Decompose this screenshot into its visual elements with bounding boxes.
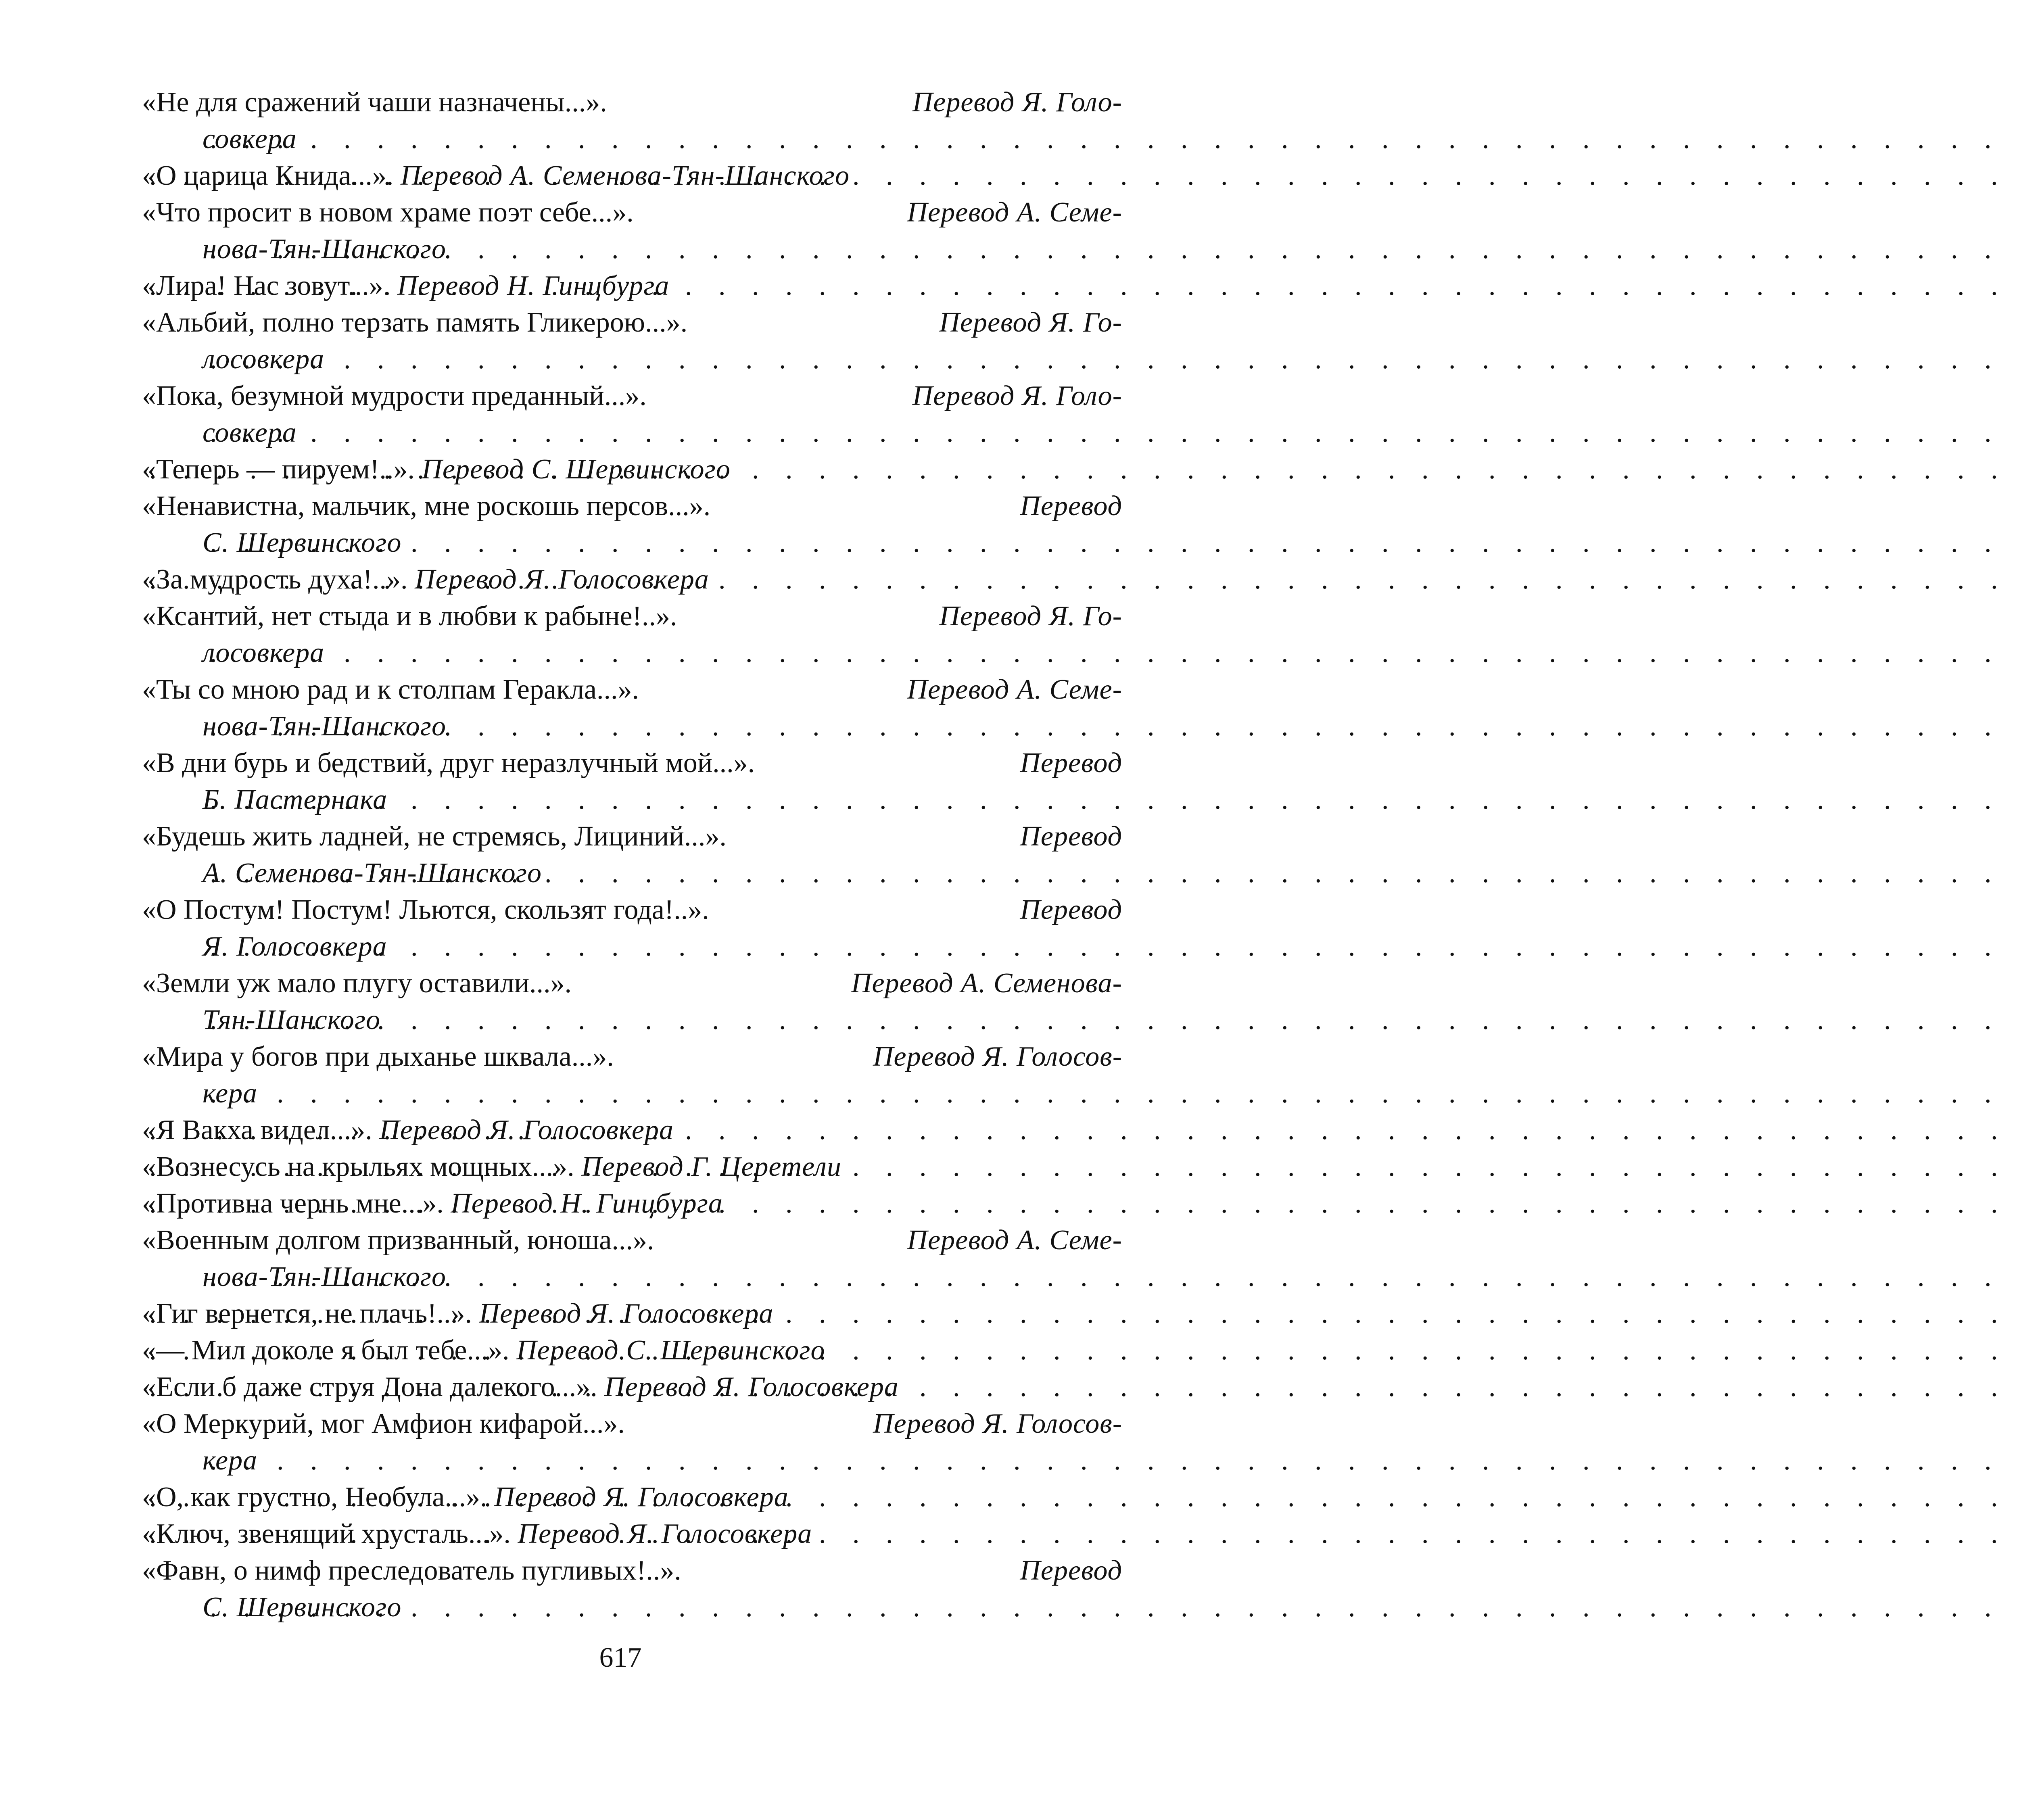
toc-line bbox=[142, 671, 1122, 708]
translator-credit: Перевод Я. Го- bbox=[939, 601, 1122, 632]
toc-line bbox=[142, 267, 1122, 304]
toc-entry bbox=[142, 1148, 1122, 1185]
translator-credit: кера bbox=[203, 1078, 258, 1109]
toc-line bbox=[142, 194, 1122, 231]
translator-credit: С. Шервинского bbox=[203, 1592, 402, 1623]
toc-line-text bbox=[142, 671, 1122, 708]
toc-line-text bbox=[142, 745, 1122, 781]
toc-line bbox=[142, 965, 1122, 1002]
dot-leader bbox=[142, 157, 2017, 194]
toc-line-text bbox=[142, 708, 446, 745]
dot-leader bbox=[142, 1332, 2017, 1369]
translator-credit: Перевод Я. Голо- bbox=[912, 87, 1122, 118]
translator-credit: кера bbox=[203, 1445, 258, 1476]
toc-line bbox=[142, 1515, 1122, 1552]
toc-line-text bbox=[142, 231, 446, 267]
toc-line bbox=[142, 1075, 1122, 1112]
translator-credit: Перевод Я. Голосов- bbox=[873, 1408, 1122, 1439]
toc-entry bbox=[142, 1515, 1122, 1552]
poem-title: «— Мил доколе я был тебе...». bbox=[142, 1335, 516, 1366]
toc-line-text bbox=[142, 598, 1122, 634]
toc-line bbox=[142, 524, 1122, 561]
toc-line-text bbox=[142, 1222, 1122, 1259]
toc-line-text bbox=[142, 84, 1122, 121]
toc-line bbox=[142, 1148, 1122, 1185]
dot-leader bbox=[142, 561, 2017, 598]
dot-leader bbox=[142, 1515, 2017, 1552]
poem-title: «Если б даже струя Дона далекого...». bbox=[142, 1371, 605, 1403]
toc-line bbox=[142, 1002, 1122, 1038]
toc-line bbox=[142, 855, 1122, 891]
translator-credit: нова-Тян-Шанского bbox=[203, 711, 446, 742]
translator-credit: Перевод Я. Голосовкера bbox=[604, 1371, 899, 1403]
toc-line-text bbox=[142, 928, 387, 965]
toc-entry bbox=[142, 891, 1122, 965]
toc-line-text bbox=[142, 194, 1122, 231]
toc-line bbox=[142, 1185, 1122, 1222]
dot-leader bbox=[142, 1295, 2017, 1332]
toc-line-text bbox=[142, 891, 1122, 928]
toc-entry bbox=[142, 598, 1122, 671]
dot-leader bbox=[203, 928, 2017, 965]
translator-credit: Перевод С. Шервинского bbox=[516, 1335, 825, 1366]
toc-entry bbox=[142, 671, 1122, 745]
table-of-contents bbox=[142, 84, 1122, 1626]
toc-line-text bbox=[142, 1552, 1122, 1589]
poem-title: «Ненавистна, мальчик, мне роскошь персов...». bbox=[142, 490, 718, 522]
dot-leader bbox=[203, 1075, 2017, 1112]
poem-title: «Гиг вернется, не плачь!..». bbox=[142, 1298, 479, 1329]
translator-credit: Перевод Я. Голосовкера bbox=[379, 1115, 674, 1146]
toc-entry bbox=[142, 1295, 1122, 1332]
toc-entry bbox=[142, 157, 1122, 194]
translator-credit: нова-Тян-Шанского bbox=[203, 234, 446, 265]
toc-line bbox=[142, 818, 1122, 855]
translator-credit: Перевод bbox=[1020, 1555, 1122, 1586]
toc-entry bbox=[142, 561, 1122, 598]
dot-leader bbox=[142, 1148, 2017, 1185]
poem-title: «Противна чернь мне...». bbox=[142, 1188, 451, 1219]
toc-line-text bbox=[142, 818, 1122, 855]
translator-credit: Б. Пастернака bbox=[203, 784, 388, 815]
poem-title: «Вознесусь на крыльях мощных...». bbox=[142, 1151, 582, 1182]
poem-title: «О царица Книда...». bbox=[142, 160, 401, 191]
dot-leader bbox=[203, 231, 2017, 267]
dot-leader bbox=[142, 1185, 2017, 1222]
poem-title: «О Меркурий, мог Амфион кифарой...». bbox=[142, 1408, 632, 1439]
toc-line bbox=[142, 781, 1122, 818]
toc-line bbox=[142, 1589, 1122, 1626]
dot-leader bbox=[142, 1479, 2017, 1515]
toc-entry bbox=[142, 1112, 1122, 1148]
toc-line bbox=[142, 891, 1122, 928]
translator-credit: Перевод А. Семе- bbox=[907, 197, 1122, 228]
toc-line-text bbox=[142, 1405, 1122, 1442]
toc-line bbox=[142, 157, 1122, 194]
toc-line-text bbox=[142, 1259, 446, 1295]
dot-leader bbox=[203, 341, 2017, 378]
toc-line bbox=[142, 488, 1122, 524]
toc-entry bbox=[142, 488, 1122, 561]
toc-line-text bbox=[142, 1589, 402, 1626]
toc-entry bbox=[142, 745, 1122, 818]
translator-credit: лосовкера bbox=[203, 637, 325, 668]
poem-title: «О Постум! Постум! Льются, скользят года!..». bbox=[142, 894, 716, 925]
toc-line bbox=[142, 1038, 1122, 1075]
toc-line bbox=[142, 304, 1122, 341]
toc-entry bbox=[142, 304, 1122, 378]
toc-entry bbox=[142, 267, 1122, 304]
toc-line-text bbox=[142, 341, 325, 378]
dot-leader bbox=[203, 1002, 2017, 1038]
poem-title: «Альбий, полно терзать память Гликерою...». bbox=[142, 307, 695, 338]
translator-credit: А. Семенова-Тян-Шанского bbox=[203, 858, 542, 889]
poem-title: «Теперь — пируем!..». bbox=[142, 454, 422, 485]
translator-credit: совкера bbox=[203, 417, 297, 448]
toc-line bbox=[142, 928, 1122, 965]
toc-line bbox=[142, 121, 1122, 157]
toc-line bbox=[142, 745, 1122, 781]
translator-credit: совкера bbox=[203, 123, 297, 154]
toc-line bbox=[142, 378, 1122, 414]
toc-line-text bbox=[142, 1442, 258, 1479]
toc-entry bbox=[142, 1552, 1122, 1626]
toc-line-text bbox=[142, 965, 1122, 1002]
toc-line bbox=[142, 451, 1122, 488]
translator-credit: Перевод Я. Голосовкера bbox=[479, 1298, 774, 1329]
dot-leader bbox=[142, 267, 2017, 304]
dot-leader bbox=[203, 121, 2017, 157]
poem-title: «Мира у богов при дыханье шквала...». bbox=[142, 1041, 621, 1072]
page-number: 617 bbox=[599, 1642, 642, 1673]
toc-line-text bbox=[142, 1038, 1122, 1075]
translator-credit: Тян-Шанского bbox=[203, 1004, 381, 1035]
poem-title: «Будешь жить ладней, не стремясь, Лициний...». bbox=[142, 821, 734, 852]
poem-title: «В дни бурь и бедствий, друг неразлучный мой...». bbox=[142, 747, 762, 779]
poem-title: «Лира! Нас зовут...». bbox=[142, 270, 397, 301]
toc-line-text bbox=[142, 1002, 381, 1038]
translator-credit: Перевод Я. Голосовкера bbox=[494, 1482, 789, 1513]
poem-title: «Земли уж мало плугу оставили...». bbox=[142, 968, 579, 999]
toc-line bbox=[142, 1369, 1122, 1405]
translator-credit: Перевод bbox=[1020, 894, 1122, 925]
toc-entry bbox=[142, 1038, 1122, 1112]
toc-line-text bbox=[142, 524, 402, 561]
toc-line bbox=[142, 1295, 1122, 1332]
toc-line-text bbox=[142, 488, 1122, 524]
toc-entry bbox=[142, 1405, 1122, 1479]
poem-title: «За мудрость духа!..». bbox=[142, 564, 415, 595]
toc-line bbox=[142, 1479, 1122, 1515]
toc-line bbox=[142, 1552, 1122, 1589]
translator-credit: Перевод А. Семенова- bbox=[851, 968, 1122, 999]
toc-line-text bbox=[142, 414, 297, 451]
toc-line-text bbox=[142, 304, 1122, 341]
toc-entry bbox=[142, 965, 1122, 1038]
dot-leader bbox=[203, 1259, 2017, 1295]
toc-line bbox=[142, 1442, 1122, 1479]
dot-leader bbox=[142, 1369, 2017, 1405]
toc-line bbox=[142, 341, 1122, 378]
dot-leader bbox=[203, 855, 2017, 891]
dot-leader bbox=[203, 634, 2017, 671]
dot-leader bbox=[142, 451, 2017, 488]
poem-title: «Ксантий, нет стыда и в любви к рабыне!..». bbox=[142, 601, 684, 632]
toc-line bbox=[142, 1112, 1122, 1148]
toc-entry bbox=[142, 1479, 1122, 1515]
toc-line-text bbox=[142, 634, 325, 671]
translator-credit: лосовкера bbox=[203, 344, 325, 375]
poem-title: «Пока, безумной мудрости преданный...». bbox=[142, 380, 654, 411]
toc-line bbox=[142, 598, 1122, 634]
toc-line bbox=[142, 1405, 1122, 1442]
dot-leader bbox=[203, 1442, 2017, 1479]
toc-entry bbox=[142, 451, 1122, 488]
poem-title: «Что просит в новом храме поэт себе...». bbox=[142, 197, 641, 228]
poem-title: «Военным долгом призванный, юноша...». bbox=[142, 1225, 661, 1256]
dot-leader bbox=[203, 1589, 2017, 1626]
toc-line-text bbox=[142, 121, 297, 157]
translator-credit: Перевод А. Семе- bbox=[907, 674, 1122, 705]
translator-credit: Перевод Н. Гинцбурга bbox=[397, 270, 670, 301]
toc-entry bbox=[142, 194, 1122, 267]
toc-entry bbox=[142, 1369, 1122, 1405]
toc-entry bbox=[142, 1185, 1122, 1222]
toc-line bbox=[142, 1222, 1122, 1259]
dot-leader bbox=[203, 781, 2017, 818]
toc-line bbox=[142, 561, 1122, 598]
translator-credit: Перевод Я. Го- bbox=[939, 307, 1122, 338]
toc-entry bbox=[142, 818, 1122, 891]
translator-credit: Перевод Г. Церетели bbox=[581, 1151, 841, 1182]
translator-credit: С. Шервинского bbox=[203, 527, 402, 558]
toc-line bbox=[142, 1259, 1122, 1295]
toc-line bbox=[142, 708, 1122, 745]
poem-title: «Фавн, о нимф преследователь пугливых!..». bbox=[142, 1555, 689, 1586]
translator-credit: Перевод А. Семе- bbox=[907, 1225, 1122, 1256]
translator-credit: Перевод С. Шервинского bbox=[422, 454, 731, 485]
translator-credit: Перевод Я. Голосов- bbox=[873, 1041, 1122, 1072]
dot-leader bbox=[203, 708, 2017, 745]
toc-line-text bbox=[142, 781, 388, 818]
translator-credit: Перевод А. Семенова-Тян-Шанского bbox=[400, 160, 850, 191]
toc-entry bbox=[142, 84, 1122, 157]
toc-line bbox=[142, 231, 1122, 267]
translator-credit: Перевод Н. Гинцбурга bbox=[451, 1188, 723, 1219]
translator-credit: Перевод bbox=[1020, 821, 1122, 852]
translator-credit: Перевод Я. Голо- bbox=[912, 380, 1122, 411]
translator-credit: Перевод bbox=[1020, 490, 1122, 522]
toc-line bbox=[142, 634, 1122, 671]
translator-credit: Перевод Я. Голосовкера bbox=[415, 564, 709, 595]
translator-credit: Перевод Я. Голосовкера bbox=[518, 1518, 812, 1549]
toc-line-text bbox=[142, 1075, 258, 1112]
poem-title: «Ты со мною рад и к столпам Геракла...». bbox=[142, 674, 646, 705]
toc-line-text bbox=[142, 855, 542, 891]
poem-title: «Я Вакха видел...». bbox=[142, 1115, 380, 1146]
toc-line bbox=[142, 1332, 1122, 1369]
poem-title: «Не для сражений чаши назначены...». bbox=[142, 87, 614, 118]
translator-credit: нова-Тян-Шанского bbox=[203, 1261, 446, 1292]
poem-title: «Ключ, звенящий хрусталь...». bbox=[142, 1518, 518, 1549]
translator-credit: Перевод bbox=[1020, 747, 1122, 779]
toc-entry bbox=[142, 1332, 1122, 1369]
translator-credit: Я. Голосовкера bbox=[203, 931, 387, 962]
poem-title: «О, как грустно, Необула...». bbox=[142, 1482, 494, 1513]
toc-line-text bbox=[142, 378, 1122, 414]
toc-entry bbox=[142, 1222, 1122, 1295]
dot-leader bbox=[203, 524, 2017, 561]
toc-entry bbox=[142, 378, 1122, 451]
dot-leader bbox=[203, 414, 2017, 451]
toc-line bbox=[142, 414, 1122, 451]
dot-leader bbox=[142, 1112, 2017, 1148]
toc-line bbox=[142, 84, 1122, 121]
